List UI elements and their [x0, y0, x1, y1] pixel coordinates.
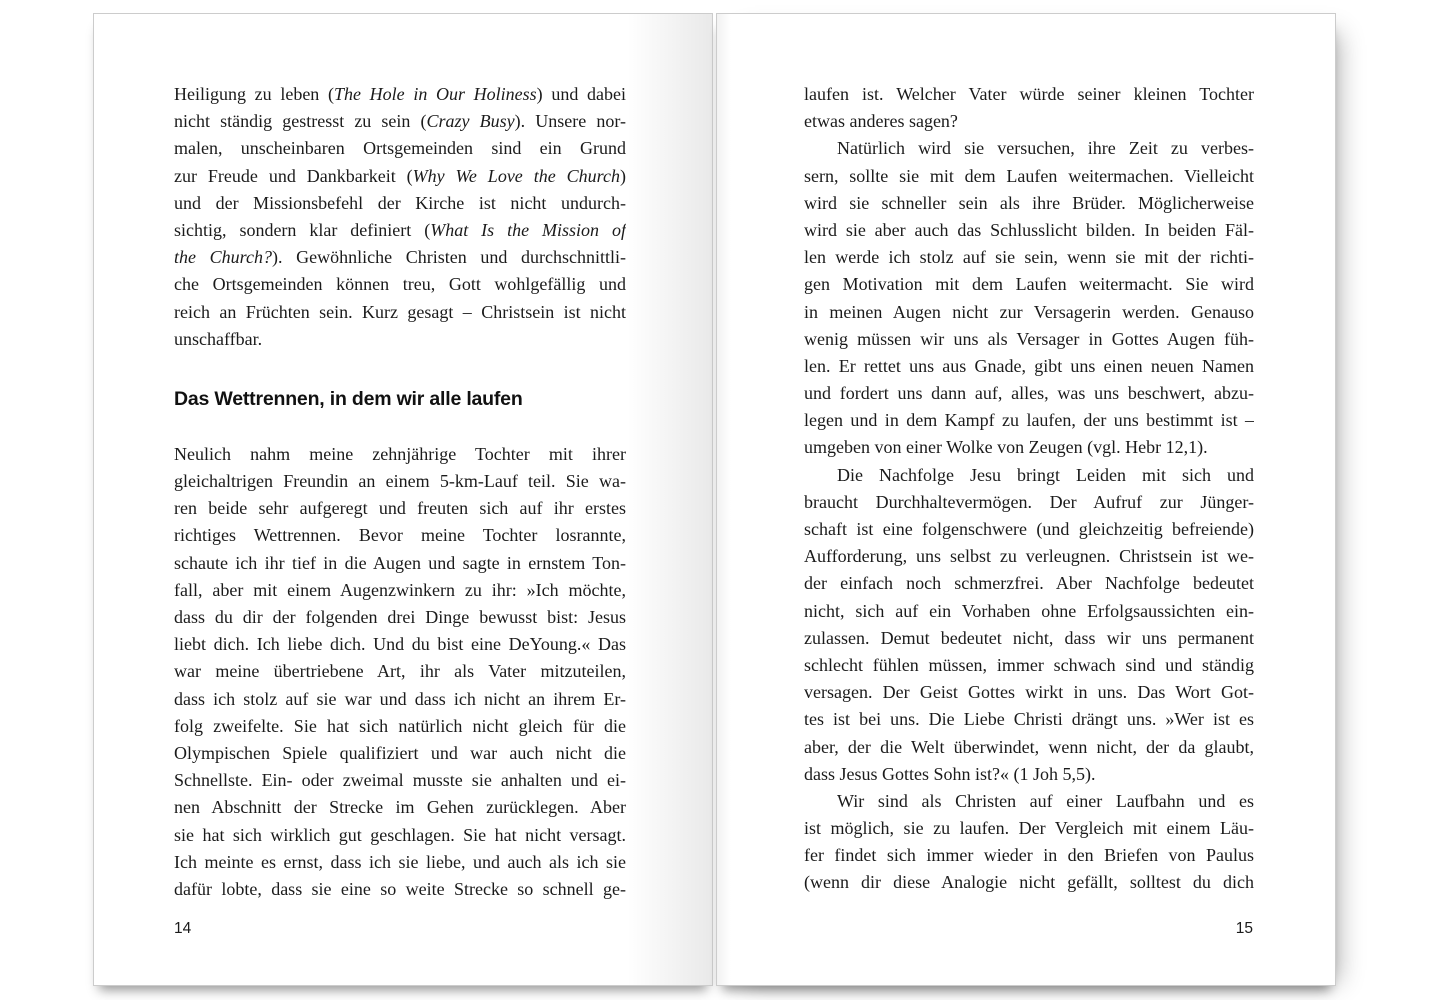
text-line: len werde ich stolz auf sie sein, wenn sie mit der richti- — [804, 247, 1254, 268]
text-line: wenig müssen wir uns als Versager in Gottes Augen füh- — [804, 328, 1254, 349]
text-line: etwas anderes sagen? — [804, 111, 958, 132]
text-line: che Ortsgemeinden können treu, Gott wohlgefällig und — [174, 274, 626, 295]
text-line: braucht Durchhaltevermögen. Der Aufruf zur Jünger- — [804, 491, 1254, 512]
text-line: unschaffbar. — [174, 328, 263, 349]
text-line: und fordert uns dann auf, alles, was uns beschwert, abzu- — [804, 383, 1254, 404]
text-line: fer findet sich immer wieder in den Briefen von Paulus — [804, 845, 1254, 866]
text-line: folg zweifelte. Sie hat sich natürlich nicht gleich für die — [174, 715, 626, 736]
paragraph — [174, 81, 626, 353]
paragraph — [174, 441, 626, 903]
text-line: dass Jesus Gottes Sohn ist?« (1 Joh 5,5). — [804, 763, 1096, 784]
text-line: der einfach noch schmerzfrei. Aber Nachfolge bedeutet — [804, 573, 1254, 594]
page-number-left: 14 — [174, 920, 192, 937]
text-line: aber, der die Welt überwindet, wenn nicht, der da glaubt, — [804, 736, 1254, 757]
book-spread — [93, 13, 1336, 986]
text-column-right — [804, 81, 1254, 897]
page-right — [716, 13, 1336, 986]
paragraph — [804, 462, 1254, 788]
text-line: in meinen Augen nicht zur Versagerin werden. Genauso — [804, 301, 1254, 322]
text-line: umgeben von einer Wolke von Zeugen (vgl. Hebr 12,1). — [804, 437, 1208, 458]
text-line: reich an Früchten sein. Kurz gesagt – Christsein ist nicht — [174, 301, 626, 322]
text-line: sern, sollte sie mit dem Laufen weitermachen. Vielleicht — [804, 165, 1254, 186]
text-line: Aufforderung, uns selbst zu verleugnen. Christsein ist we- — [804, 546, 1254, 567]
text-line: fall, aber mit einem Augenzwinkern zu ihr: »Ich möchte, — [174, 579, 626, 600]
text-line: Schnellste. Ein- oder zweimal musste sie anhalten und ei- — [174, 770, 626, 791]
text-line: zulassen. Demut bedeutet nicht, dass wir uns permanent — [804, 627, 1254, 648]
text-line: zur Freude und Dankbarkeit (Why We Love the Church) — [174, 165, 626, 186]
text-line: ren beide sehr aufgeregt und freuten sich auf ihr erstes — [174, 498, 626, 519]
text-line: Natürlich wird sie versuchen, ihre Zeit zu verbes- — [837, 138, 1254, 159]
text-line: Heiligung zu leben (The Hole in Our Holiness) und dabei — [174, 84, 626, 104]
text-line: len. Er rettet uns aus Gnade, gibt uns einen neuen Namen — [804, 355, 1254, 376]
text-line: nicht, sich auf ein Vorhaben ohne Erfolgsaussichten ein- — [804, 600, 1254, 621]
text-line: liebt dich. Ich liebe dich. Und du bist eine DeYoung.« Das — [174, 634, 626, 655]
text-line: schaute ich ihr tief in die Augen und sagte in ernstem Ton- — [174, 552, 626, 573]
paragraph — [804, 788, 1254, 897]
text-line: und der Missionsbefehl der Kirche ist nicht undurch- — [174, 192, 626, 213]
text-line: gleichaltrigen Freundin an einem 5-km-Lauf teil. Sie wa- — [174, 471, 626, 492]
page-number-right: 15 — [1235, 920, 1253, 937]
text-line: war meine übertriebene Art, ihr als Vater mitzuteilen, — [174, 661, 626, 682]
text-line: schlecht fühlen müssen, immer schwach sind und ständig — [804, 654, 1254, 675]
section-heading: Das Wettrennen, in dem wir alle laufen — [174, 387, 523, 410]
text-line: Olympischen Spiele qualifiziert und war auch nicht die — [174, 742, 626, 763]
text-line: laufen ist. Welcher Vater würde seiner kleinen Tochter — [804, 84, 1254, 104]
text-column-left — [174, 81, 626, 903]
text-line: nen Abschnitt der Strecke im Gehen zurücklegen. Aber — [174, 797, 626, 818]
text-line: dass du dir der folgenden drei Dinge bewusst bist: Jesus — [174, 607, 626, 627]
text-line: versagen. Der Geist Gottes wirkt in uns. Das Wort Got- — [804, 682, 1254, 703]
paragraph — [804, 135, 1254, 461]
text-line: ist möglich, sie zu laufen. Der Vergleich mit einem Läu- — [804, 818, 1254, 839]
text-line: sichtig, sondern klar definiert (What Is the Mission of — [174, 219, 626, 240]
text-line: nicht ständig gestresst zu sein (Crazy Busy). Unsere nor- — [174, 111, 626, 132]
text-line: malen, unscheinbaren Ortsgemeinden sind ein Grund — [174, 138, 626, 159]
text-line: sie hat sich wirklich gut geschlagen. Sie hat nicht versagt. — [174, 824, 626, 845]
page-left — [93, 13, 713, 986]
text-line: Die Nachfolge Jesu bringt Leiden mit sich und — [837, 464, 1254, 485]
text-line: gen Motivation mit dem Laufen weitermacht. Sie wird — [804, 274, 1254, 295]
paragraph — [804, 81, 1254, 135]
text-line: (wenn dir diese Analogie nicht gefällt, solltest du dich — [804, 872, 1254, 893]
text-line: schaft ist eine folgenschwere (und gleichzeitig befreiende) — [804, 519, 1254, 539]
text-line: tes ist bei uns. Die Liebe Christi drängt uns. »Wer ist es — [804, 709, 1254, 730]
text-line: dafür lobte, dass sie eine so weite Strecke so schnell ge- — [174, 878, 626, 899]
text-line: richtiges Wettrennen. Bevor meine Tochter losrannte, — [174, 525, 626, 546]
text-line: Ich meinte es ernst, dass ich sie liebe, und auch als ich sie — [174, 851, 626, 872]
text-line: dass ich stolz auf sie war und dass ich nicht an ihrem Er- — [174, 688, 626, 709]
text-line: wird sie schneller sein als ihre Brüder. Möglicherweise — [804, 192, 1254, 213]
text-line: Neulich nahm meine zehnjährige Tochter mit ihrer — [174, 443, 626, 464]
text-line: Wir sind als Christen auf einer Laufbahn und es — [837, 790, 1254, 811]
text-line: wird sie aber auch das Schlusslicht bilden. In beiden Fäl- — [804, 219, 1254, 240]
text-line: legen und in dem Kampf zu laufen, der uns bestimmt ist – — [804, 410, 1254, 431]
text-line: the Church?). Gewöhnliche Christen und durchschnittli- — [174, 247, 626, 268]
